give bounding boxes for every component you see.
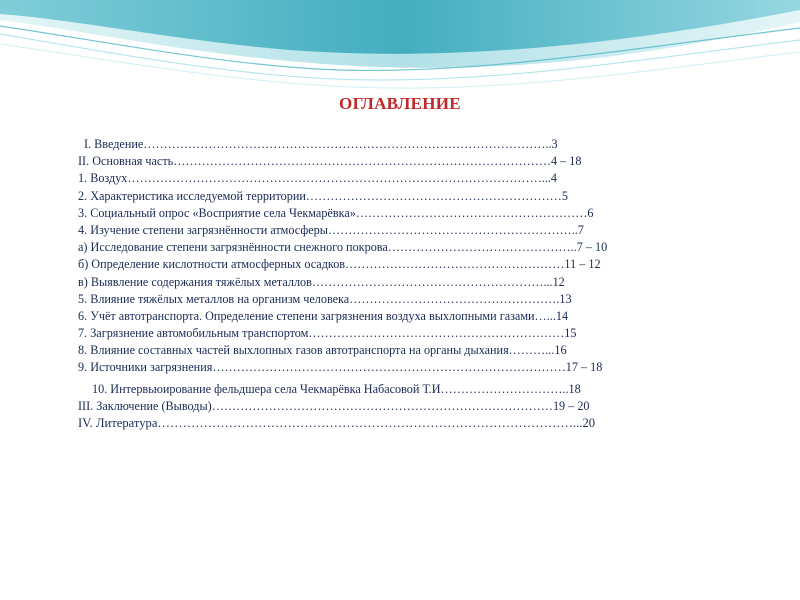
toc-item: I. Введение………………………………………………………………………………………..3 [84, 137, 558, 151]
toc-item: 1. Воздух…………………………………………………………………………………………...4 [78, 171, 558, 186]
toc-item: 2. Характеристика исследуемой территории………………………………………………………5 [78, 188, 568, 203]
toc-item: 4. Изучение степени загрязнённости атмосферы……………………………………………………..7 [78, 222, 584, 237]
toc-item: 7. Загрязнение автомобильным транспортом………………………………………………………15 [78, 326, 577, 341]
toc-item: II. Основная часть…………………………………………………………………………………4 – 18 [78, 154, 582, 169]
table-of-contents [78, 136, 728, 432]
decorative-wave-banner [0, 0, 800, 95]
toc-item: б) Определение кислотности атмосферных осадков………………………………………………11 – 12 [78, 257, 601, 272]
page-title: ОГЛАВЛЕНИЕ [339, 94, 461, 113]
toc-item: 9. Источники загрязнения……………………………………………………………………………17 – 18 [78, 360, 603, 375]
toc-item: III. Заключение (Выводы)…………………………………………………………………………19 – 20 [78, 398, 590, 413]
toc-item: 10. Интервьюирование фельдшера села Чекмарёвка Набасовой Т.И…………………………..18 [92, 381, 581, 396]
toc-item: 3. Социальный опрос «Восприятие села Чекмарёвка»…………………………………………………6 [78, 205, 594, 220]
toc-item: 5. Влияние тяжёлых металлов на организм человека…………………………………………….13 [78, 291, 572, 306]
toc-item: IV. Литература………………………………………………………………………………………...20 [78, 416, 596, 430]
toc-item: 8. Влияние составных частей выхлопных газов автотранспорта на органы дыхания………...16 [78, 343, 567, 358]
toc-item: в) Выявление содержания тяжёлых металлов…………………………………………………...12 [78, 274, 565, 289]
toc-item: 6. Учёт автотранспорта. Определение степени загрязнения воздуха выхлопными газами…...14 [78, 308, 569, 323]
toc-item: а) Исследование степени загрязнённости снежного покрова………………………………………..7 – 10 [78, 240, 608, 255]
